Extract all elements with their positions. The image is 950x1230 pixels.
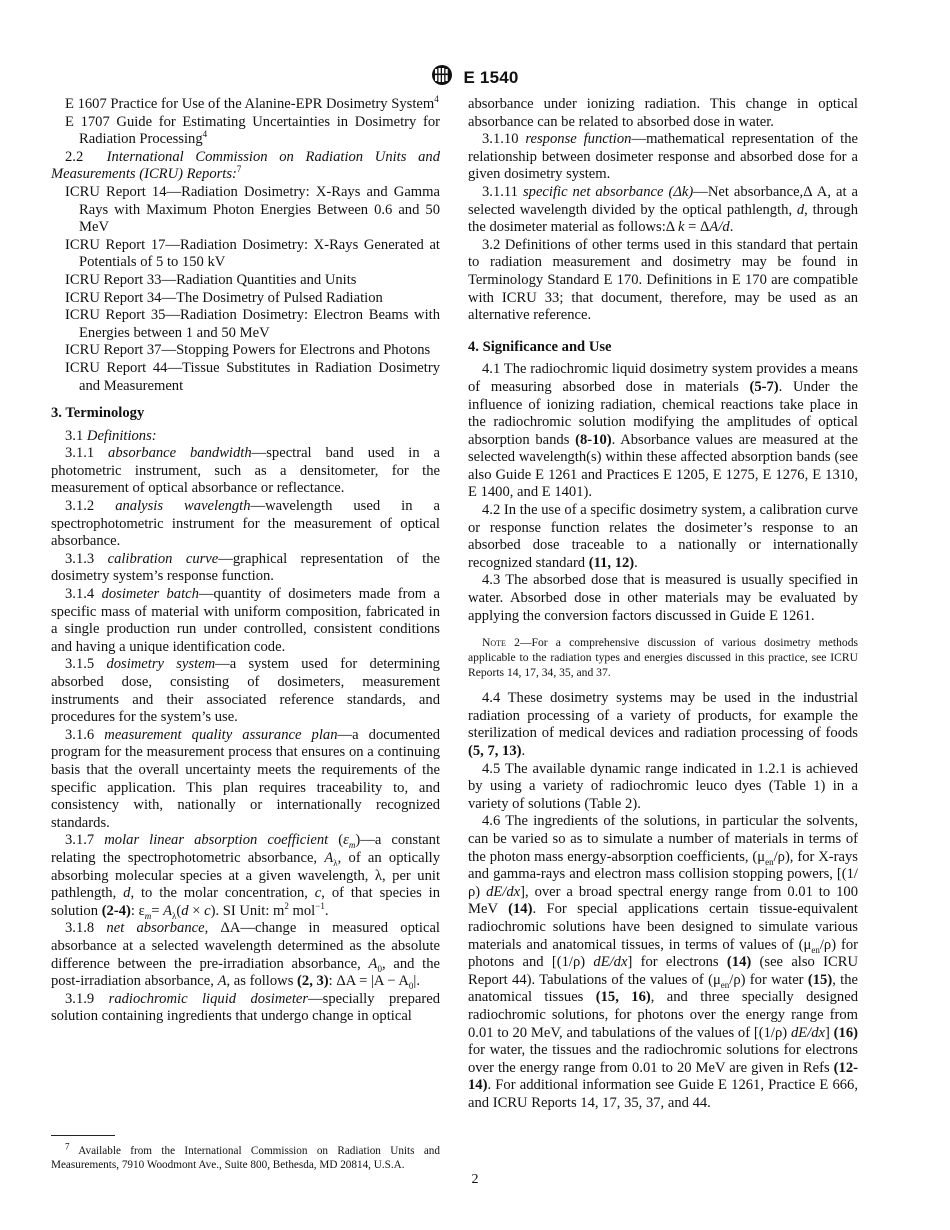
footnote-divider: [51, 1135, 115, 1136]
paragraph-4-5: 4.5 The available dynamic range indicated in 1.2.1 is achieved by using a variety of radiochromic leuco dyes (Table 1) in a variety of solutions (Table 2).: [468, 760, 858, 812]
definition-3-1-6: 3.1.6 measurement quality assurance plan—a documented program for the measurement process that ensures on a continuing basis that the overall uncertainty meets the requirements of the specific application. This plan requires traceability to, and consistency with, nationally or internationally recognized standards.: [51, 726, 440, 831]
icru-reference: ICRU Report 17—Radiation Dosimetry: X-Rays Generated at Potentials of 5 to 150 kV: [65, 236, 440, 271]
icru-reference: ICRU Report 37—Stopping Powers for Electrons and Photons: [65, 342, 431, 359]
reference-e1707: E 1707 Guide for Estimating Uncertainties in Dosimetry for Radiation Processing$^4$: [65, 113, 440, 148]
standard-designation: E 1540: [463, 67, 519, 87]
icru-reference: ICRU Report 14—Radiation Dosimetry: X-Rays and Gamma Rays with Maximum Photon Energies Between 0.6 and 50 MeV: [65, 183, 440, 236]
definition-3-1-8: 3.1.8 net absorbance, ΔA—change in measured optical absorbance at a selected wavelength determined as the absolute difference between the pre-irradiation absorbance, $A_0$, and the post-irradiation absorbance, A, as follows (2, 3): $\Delta A = |A - A_0|$.: [51, 920, 440, 991]
reference-e1607: E 1607 Practice for Use of the Alanine-EPR Dosimetry System$^4$: [65, 94, 439, 112]
icru-reference: ICRU Report 33—Radiation Quantities and Units: [65, 271, 357, 288]
definition-3-1: 3.1 Definitions:: [65, 427, 157, 444]
definition-3-1-4: 3.1.4 dosimeter batch—quantity of dosimeters made from a specific mass of material with uniform composition, fabricated in a single production run under controlled, consistent conditions and having a unique identification code.: [51, 586, 440, 655]
icru-reference: ICRU Report 34—The Dosimetry of Pulsed Radiation: [65, 289, 383, 306]
definition-3-1-5: 3.1.5 dosimetry system—a system used for determining absorbed dose, consisting of dosimeters, measurement instruments and their associated reference standards, and procedures for the system’s use.: [51, 656, 440, 726]
paragraph-3-2: 3.2 Definitions of other terms used in this standard that pertain to radiation measurement and dosimetry may be found in Terminology Standard E 170. Definitions in E 170 are compatible with ICRU 33; that document, therefore, may be used as an alternative reference.: [468, 236, 858, 324]
definition-3-1-7: 3.1.7 molar linear absorption coefficient $(\varepsilon_m)—a$ constant relating the spectrophotometric absorbance, $A_\lambda$, of an optically absorbing molecular species at a given wavelength, λ, per unit pathlength, d, to the molar concentration, c, of that species in solution (2-4): $\varepsilon_m= A_\lambda(d \times c)$. SI Unit: $m^2$ mol$^{-1}$.: [51, 832, 440, 921]
icru-reference: ICRU Report 35—Radiation Dosimetry: Electron Beams with Energies between 1 and 50 MeV: [65, 307, 440, 341]
definition-3-1-1: 3.1.1 absorbance bandwidth—spectral band used in a photometric instrument, such as a densitometer, for the measurement of optical absorbance or reflectance.: [51, 445, 440, 497]
icru-reference: ICRU Report 44—Tissue Substitutes in Radiation Dosimetry and Measurement: [65, 359, 440, 394]
footnote-7: $^7$ Available from the International Commission on Radiation Units and Measurements, 7910 Woodmont Ave., Suite 800, Bethesda, MD 20814, U.S.A.: [51, 1141, 440, 1171]
paragraph-4-2: 4.2 In the use of a specific dosimetry system, a calibration curve or response function relates the dosimeter’s response to an absorbed dose traceable to a nationally or internationally recognized standard (11, 12).: [468, 502, 858, 571]
left-column: [51, 96, 440, 1026]
definition-3-1-2: 3.1.2 analysis wavelength—wavelength used in a spectrophotometric instrument for the measurement of optical absorbance.: [51, 498, 440, 550]
definition-3-1-11: 3.1.11 specific net absorbance (Δk)—Net absorbance,Δ A, at a selected wavelength divided by the optical pathlength, d, through the dosimeter material as follows:Δ k = ΔA/d.: [468, 183, 858, 236]
section-heading-terminology: 3. Terminology: [51, 405, 145, 422]
definition-3-1-10: 3.1.10 response function—mathematical representation of the relationship between dosimeter response and absorbed dose for a given dosimetry system.: [468, 131, 858, 183]
paragraph-4-4: 4.4 These dosimetry systems may be used in the industrial radiation processing of a variety of products, for example the sterilization of medical devices and radiation processing of foods (5, 7, 13).: [468, 690, 858, 759]
page-header: [0, 64, 950, 91]
section-2-2: 2.2 International Commission on Radiation Units and Measurements (ICRU) Reports:$^7$: [51, 148, 441, 183]
section-heading-significance: 4. Significance and Use: [468, 338, 612, 355]
paragraph-continuation: absorbance under ionizing radiation. This change in optical absorbance can be related to absorbed dose in water.: [468, 96, 858, 130]
paragraph-4-3: 4.3 The absorbed dose that is measured is usually specified in water. Absorbed dose in other materials may be evaluated by applying the conversion factors discussed in Guide E 1261.: [468, 572, 858, 624]
paragraph-4-1: 4.1 The radiochromic liquid dosimetry system provides a means of measuring absorbed dose in materials (5-7). Under the influence of ionizing radiation, chemical reactions take place in the radiochromic solution modifying the amplitudes of optical absorption bands (8-10). Absorbance values are measured at the selected wavelength(s) within these affected absorption bands (see also Guide E 1261 and Practices E 1205, E 1275, E 1276, E 1310, E 1400, and E 1401).: [468, 361, 858, 501]
astm-logo-icon: [431, 64, 453, 91]
definition-3-1-9: 3.1.9 radiochromic liquid dosimeter—specially prepared solution containing ingredients that undergo change in optical: [51, 990, 440, 1025]
paragraph-4-6: 4.6 The ingredients of the solutions, in particular the solvents, can be varied so as to simulate a number of materials in terms of the photon mass energy-absorption coefficients, $(\mu_{en}/\rho)$, for X-rays and gamma-rays and electron mass collision stopping powers, [(1/ρ) dE/dx], over a broad spectral energy range from 0.01 to 100 MeV (14). For special applications certain tissue-equivalent radiochromic solutions have been designed to simulate various materials and anatomical tissues, in terms of values of $(\mu_{en}/\rho)$ for photons and [(1/ρ) dE/dx] for electrons (14) (see also ICRU Report 44). Tabulations of the values of $(\mu_{en}/\rho)$ for water (15), the anatomical tissues (15, 16), and three specially designed radiochromic solutions, for photons over the energy range from 0.01 to 20 MeV, and tabulations of the values of [(1/ρ) dE/dx] (16) for water, the tissues and the radiochromic solutions for electrons over the energy range from 0.01 to 20 MeV are given in Refs (12-14). For additional information see Guide E 1261, Practice E 666, and ICRU Reports 14, 17, 35, 37, and 44.: [468, 813, 858, 1111]
note-2: Note 2—For a comprehensive discussion of various dosimetry methods applicable to the radiation types and energies discussed in this practice, see ICRU Reports 14, 17, 34, 35, and 37.: [468, 636, 858, 680]
definition-3-1-3: 3.1.3 calibration curve—graphical representation of the dosimetry system’s response function.: [51, 550, 440, 585]
right-column: [468, 96, 858, 1112]
page-number: 2: [471, 1172, 479, 1187]
